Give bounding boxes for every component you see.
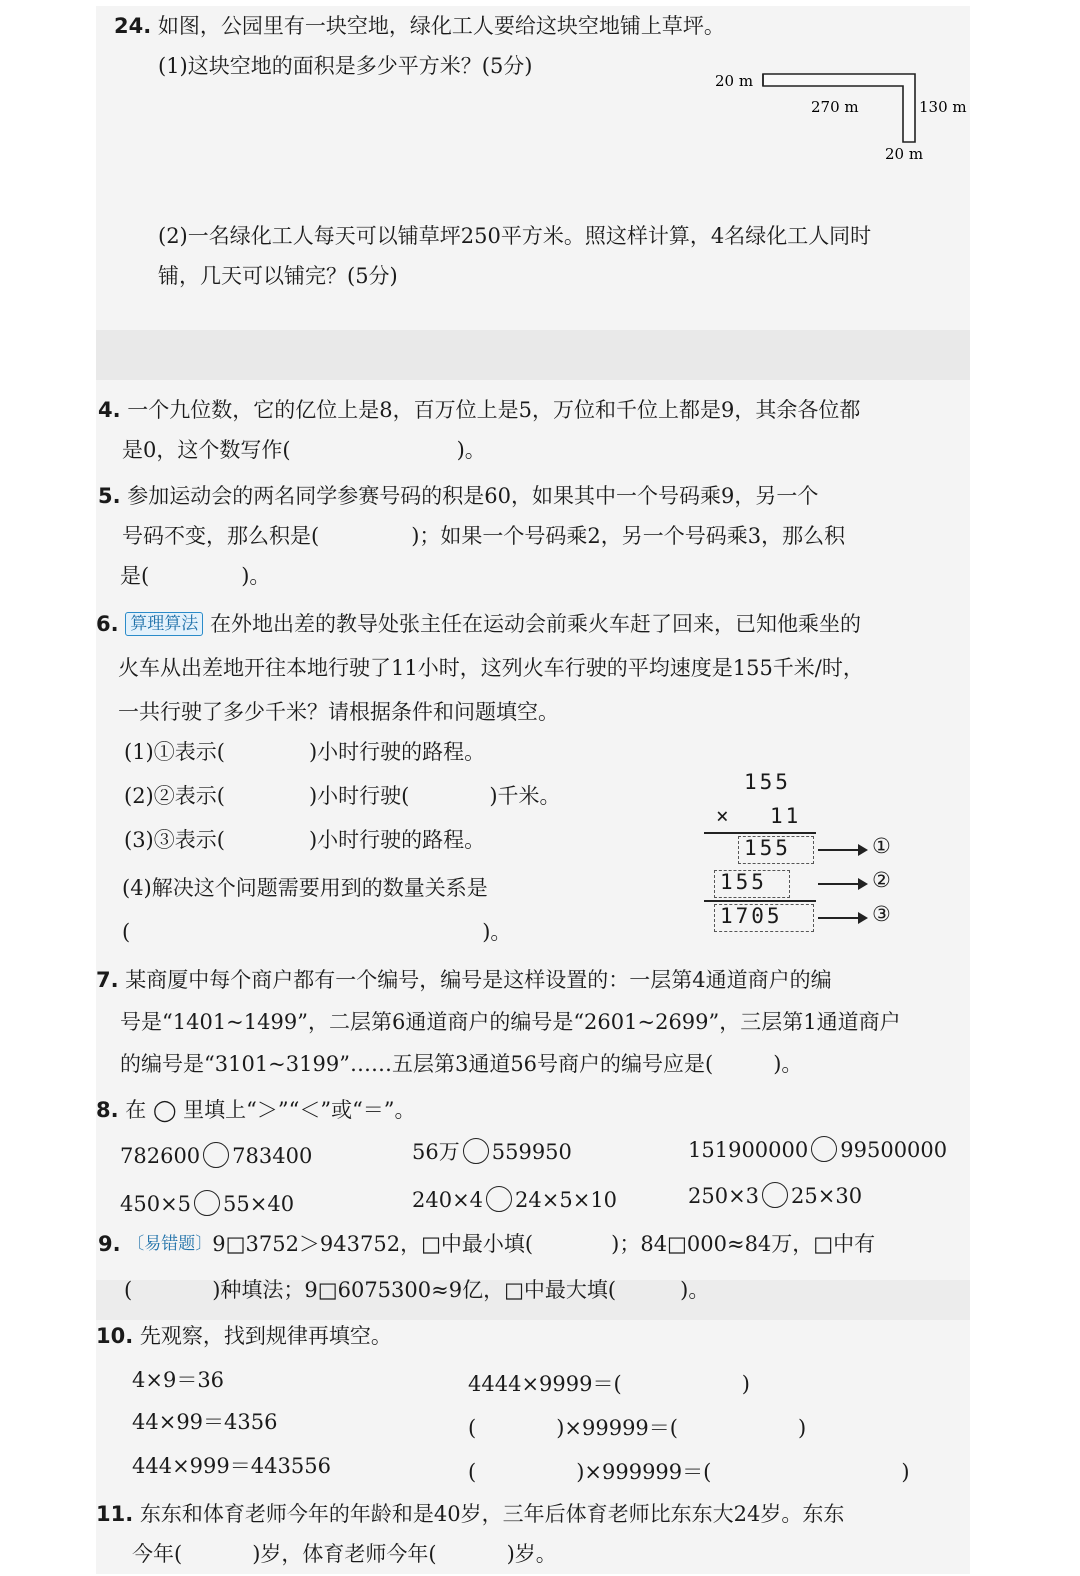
q4-line2: 是0，这个数写作( )。 (122, 438, 486, 462)
q8-item-2: 56万 559950 (412, 1140, 572, 1164)
q24-stem: 24. 如图，公园里有一块空地，绿化工人要给这块空地铺上草坪。 (114, 14, 725, 38)
q8-item-1: 782600 783400 (120, 1144, 313, 1168)
arrow-1 (818, 849, 866, 851)
q6-sub2: (2)②表示( )小时行驶( )千米。 (124, 784, 561, 808)
q10-example-2: 44×99＝4356 (132, 1410, 278, 1434)
q10-example-3: 444×999＝443556 (132, 1454, 331, 1478)
q5-line3: 是( )。 (120, 564, 271, 588)
q7-line1: 7. 某商厦中每个商户都有一个编号，编号是这样设置的：一层第4通道商户的编 (96, 968, 832, 992)
q24-part2-line2: 铺，几天可以铺完？(5分) (158, 264, 398, 288)
q10-blank-1: 4444×9999＝( ) (468, 1372, 750, 1396)
q5-line1: 5. 参加运动会的两名同学参赛号码的积是60，如果其中一个号码乘9，另一个 (98, 484, 819, 508)
q4-line1: 4. 一个九位数，它的亿位上是8，百万位上是5，万位和千位上都是9，其余各位都 (98, 398, 861, 422)
label-length: 270 m (811, 98, 859, 116)
compare-circle[interactable] (203, 1142, 229, 1168)
q8-item-6: 250×3 25×30 (688, 1184, 863, 1208)
q8-item-3: 151900000 99500000 (688, 1138, 948, 1162)
q11-line2: 今年( )岁，体育老师今年( )岁。 (132, 1542, 557, 1566)
q6-line2: 火车从出差地开往本地行驶了11小时，这列火车行驶的平均速度是155千米/时， (118, 656, 864, 680)
q9-line1: 9. 〔易错题〕9□3752＞943752，□中最小填( )；84□000≈84万，□中有 (98, 1232, 876, 1256)
compare-circle[interactable] (811, 1136, 837, 1162)
q6-sub1: (1)①表示( )小时行驶的路程。 (124, 740, 486, 764)
compare-circle[interactable] (486, 1186, 512, 1212)
marker-3: ③ (872, 902, 891, 926)
q10-blank-3: ( )×999999＝( ) (468, 1460, 910, 1484)
q5-line2: 号码不变，那么积是( )；如果一个号码乘2，另一个号码乘3，那么积 (122, 524, 846, 548)
compare-circle[interactable] (463, 1138, 489, 1164)
q24-part1: (1)这块空地的面积是多少平方米？(5分) (158, 54, 533, 78)
q6-line1: 6. 算理算法 在外地出差的教导处张主任在运动会前乘火车赶了回来，已知他乘坐的 (96, 612, 861, 636)
q8-item-4: 450×5 55×40 (120, 1192, 295, 1216)
scan-shade (96, 330, 970, 380)
calc-partial-1: 155 (744, 836, 791, 860)
q8-item-5: 240×4 24×5×10 (412, 1188, 618, 1212)
q6-sub4-blank: ( )。 (122, 920, 512, 944)
q11-line1: 11. 东东和体育老师今年的年龄和是40岁，三年后体育老师比东东大24岁。东东 (96, 1502, 845, 1526)
compare-circle[interactable] (762, 1182, 788, 1208)
q9-line2: ( )种填法；9□6075300≈9亿，□中最大填( )。 (124, 1278, 710, 1302)
q10-blank-2: ( )×99999＝( ) (468, 1416, 807, 1440)
calc-times-sign: × (716, 804, 732, 828)
l-shaped-field-diagram (715, 62, 975, 172)
arrow-2 (818, 883, 866, 885)
q6-sub3: (3)③表示( )小时行驶的路程。 (124, 828, 486, 852)
calc-result: 1705 (720, 904, 783, 928)
label-top-width: 20 m (715, 72, 754, 90)
calc-rule-1 (704, 832, 816, 834)
q24-part2-line1: (2)一名绿化工人每天可以铺草坪250平方米。照这样计算，4名绿化工人同时 (158, 224, 872, 248)
q10-stem: 10. 先观察，找到规律再填空。 (96, 1324, 392, 1348)
q6-tag: 算理算法 (125, 612, 203, 636)
label-height: 130 m (919, 98, 967, 116)
calc-multiplier: 11 (770, 804, 802, 828)
compare-circle[interactable] (194, 1190, 220, 1216)
calc-rule-2 (704, 900, 816, 902)
q9-tag: 〔易错题〕 (127, 1234, 213, 1254)
calc-multiplicand: 155 (744, 770, 791, 794)
q10-example-1: 4×9＝36 (132, 1368, 225, 1392)
q6-line3: 一共行驶了多少千米？请根据条件和问题填空。 (118, 700, 559, 724)
arrow-3 (818, 917, 866, 919)
marker-1: ① (872, 834, 891, 858)
q8-stem: 8. 在 ◯ 里填上“＞”“＜”或“＝”。 (96, 1098, 416, 1122)
label-bottom-width: 20 m (885, 145, 924, 163)
q6-sub4: (4)解决这个问题需要用到的数量关系是 (122, 876, 488, 900)
q7-line3: 的编号是“3101~3199”……五层第3通道56号商户的编号应是( )。 (120, 1052, 803, 1076)
calc-partial-2: 155 (720, 870, 767, 894)
q7-line2: 号是“1401~1499”，二层第6通道商户的编号是“2601~2699”，三层第1通道商户 (120, 1010, 901, 1034)
marker-2: ② (872, 868, 891, 892)
